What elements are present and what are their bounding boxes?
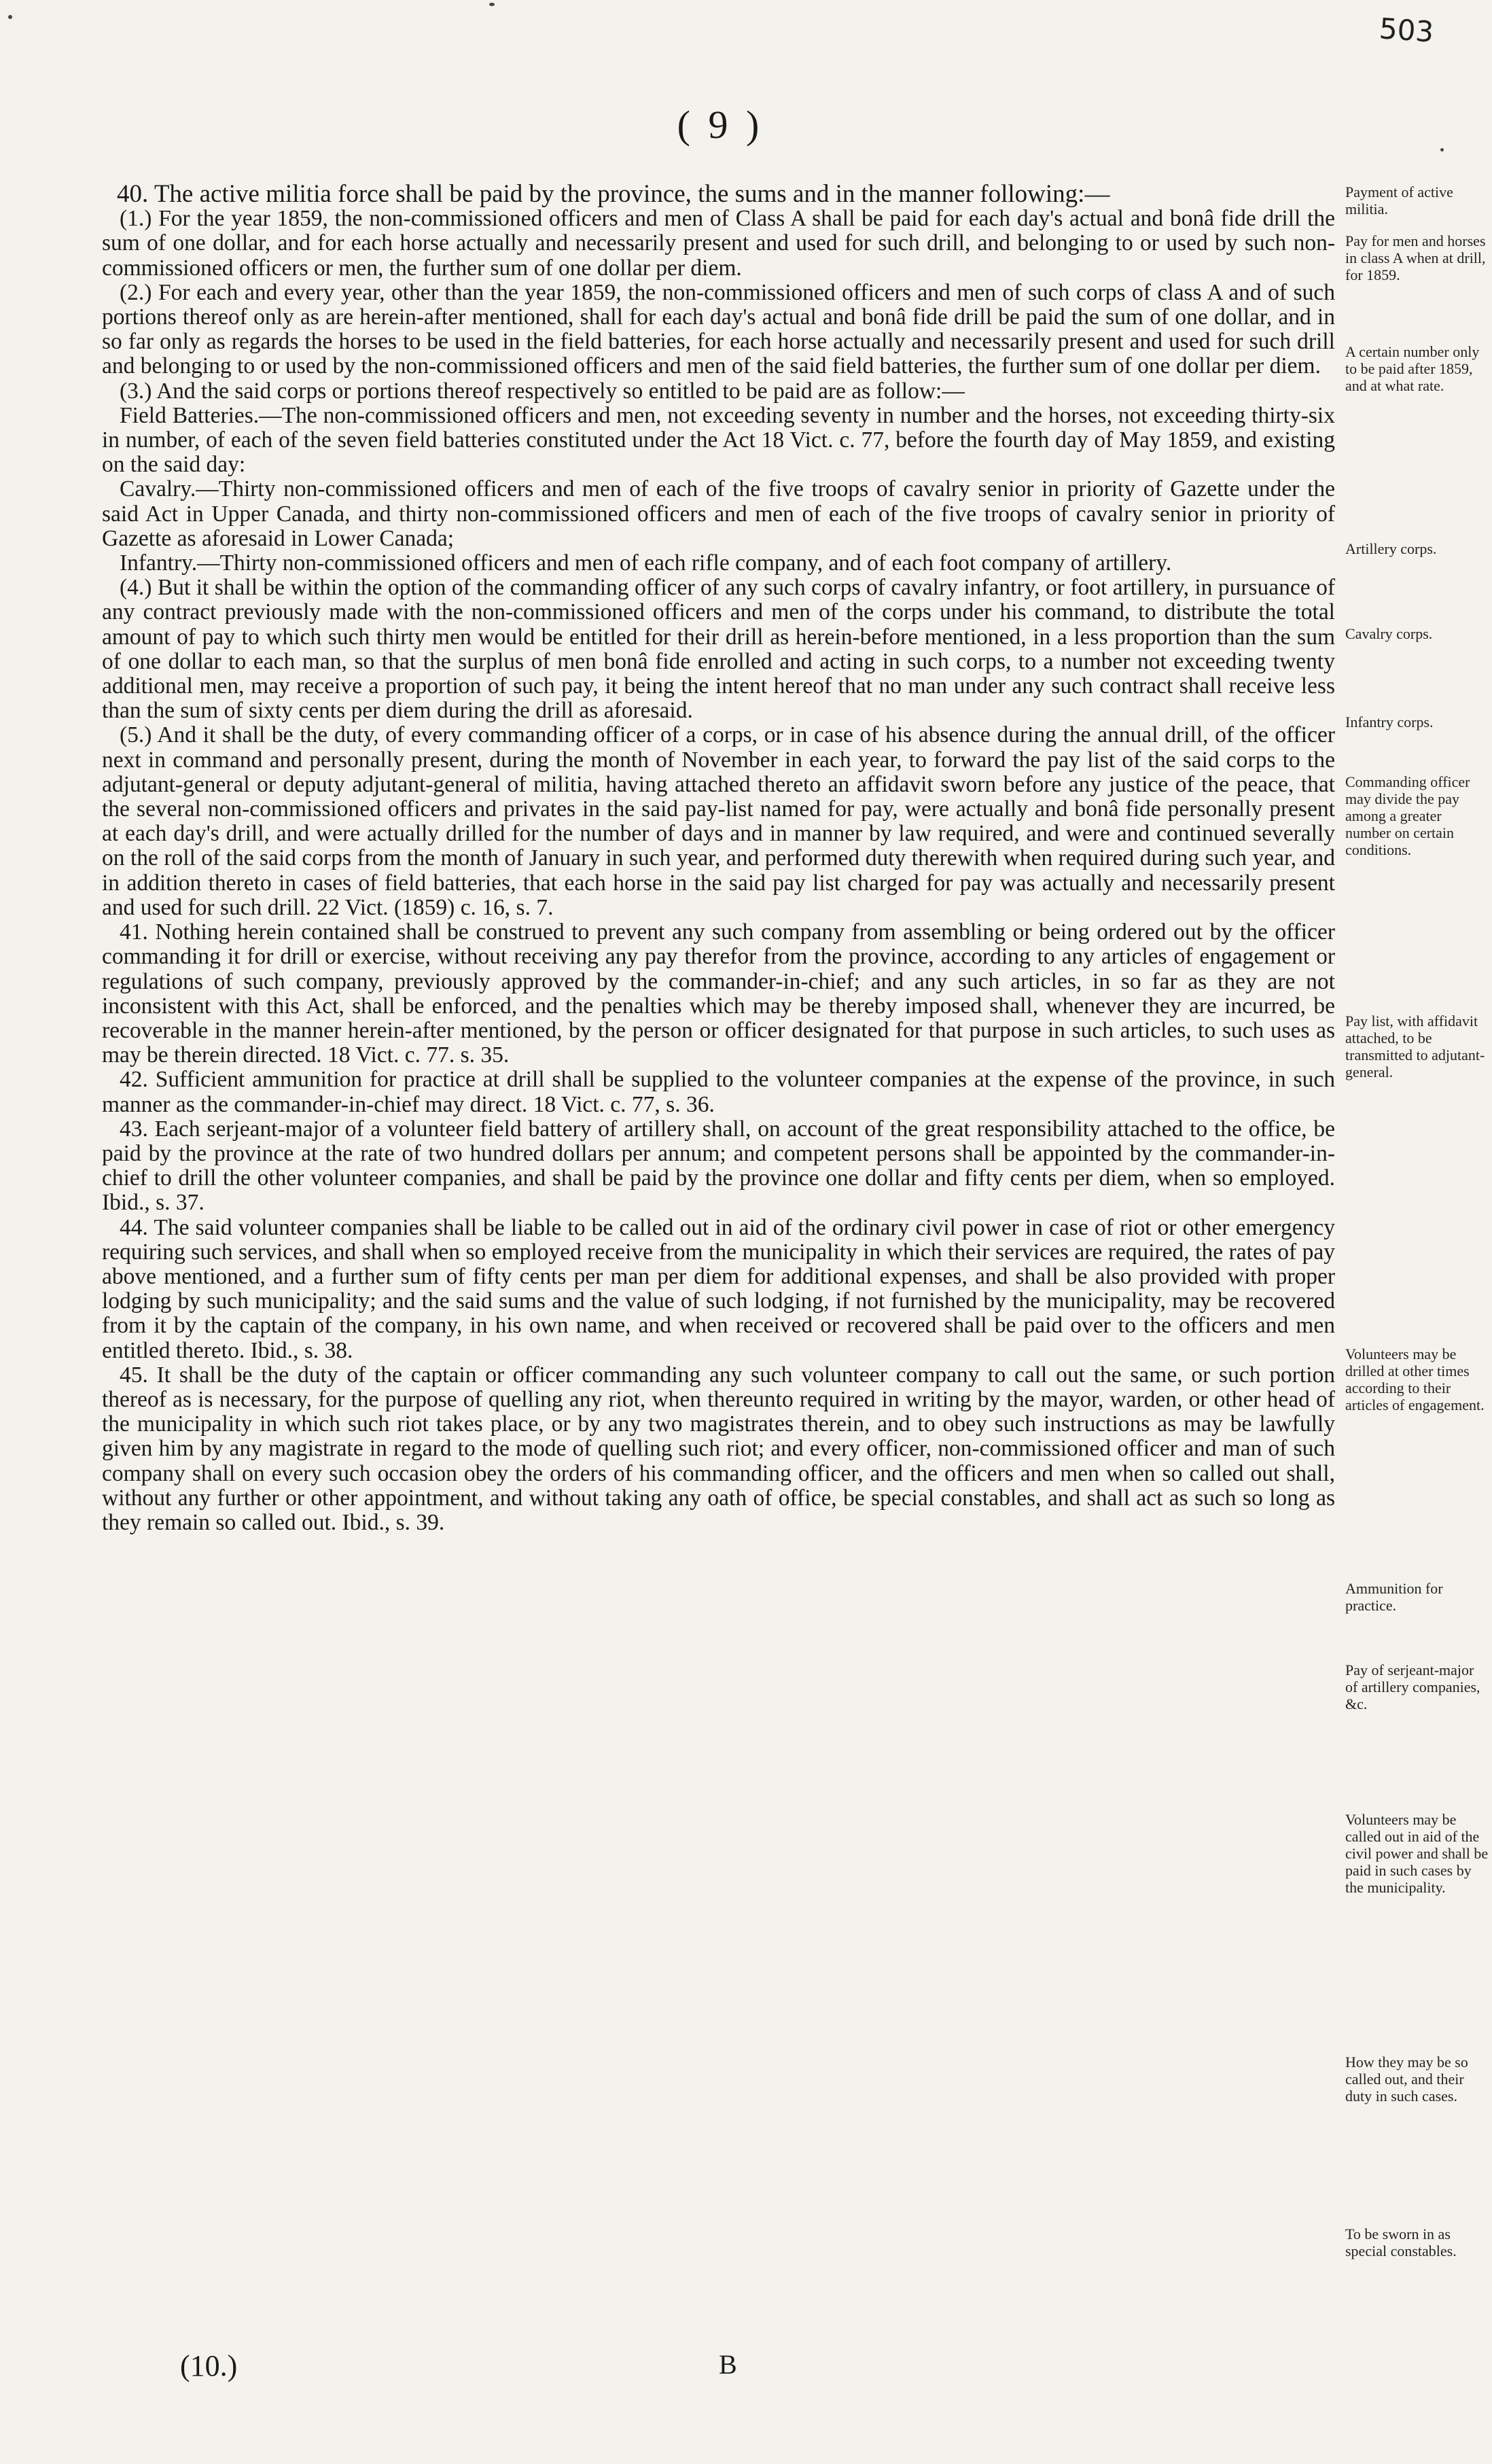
infantry-paragraph: Infantry.—Thirty non-commissioned officers and men of each rifle company, and of each foot company of artillery. — [120, 550, 1172, 576]
footer-sheet-number: (10.) — [180, 2349, 238, 2382]
scan-speck — [1440, 148, 1444, 152]
section-43: 43. Each serjeant-major of a volunteer field battery of artillery shall, on account of the great responsibility attached to the office, be paid by the province at the rate of two hundred dollars per annum; and competent persons shall be appointed by the commander-in-chief to drill the other volunteer companies, and shall be paid by the province one dollar and fifty cents per diem, when so employed. Ibid., s. 37. — [102, 1116, 1335, 1216]
scan-speck — [489, 3, 495, 6]
subsection-4: (4.) But it shall be within the option of the commanding officer of any such corps of cavalry infantry, or foot artillery, in pursuance of any contract previously made with the non-commissioned officers and men of the corps under his command, to distribute the total amount of pay to which such thirty men would be entitled for their drill as herein-before mentioned, in a less proportion than the sum of one dollar to each man, so that the surplus of men bonâ fide enrolled and acting in such corps, to a number not exceeding twenty additional men, may receive a proportion of such pay, it being the intent hereof that no man under any such contract shall receive less than the sum of sixty cents per diem during the drill as aforesaid. — [102, 575, 1335, 724]
section-44: 44. The said volunteer companies shall be liable to be called out in aid of the ordinary civil power in case of riot or other emergency requiring such services, and shall when so employed receive from the municipality in which their services are required, the rates of pay above mentioned, and a further sum of fifty cents per man per diem for additional expenses, and shall be also provided with proper lodging by such municipality; and the said sums and the value of such lodging, if not furnished by the municipality, may be recovered from it by the captain of the company, in his own name, and when received or recovered shall be paid over to the officers and men entitled thereto. Ibid., s. 38. — [102, 1214, 1335, 1363]
section-42: 42. Sufficient ammunition for practice at drill shall be supplied to the volunteer companies at the expense of the province, in such manner as the commander-in-chief may direct. 18 Vict. c. 77, s. 36. — [102, 1067, 1335, 1117]
body-text — [102, 182, 1335, 1535]
margin-note: Volunteers may be called out in aid of the civil power and shall be paid in such cases by the municipality. — [1345, 1811, 1489, 1896]
footer-signature-mark: B — [719, 2349, 737, 2380]
subsection-3: (3.) And the said corps or portions thereof respectively so entitled to be paid are as follow:— — [120, 378, 965, 404]
margin-note: Payment of active militia. — [1345, 183, 1453, 217]
margin-note: Cavalry corps. — [1345, 625, 1433, 642]
field-batteries-paragraph: Field Batteries.—The non-commissioned officers and men, not exceeding seventy in number and the horses, not exceeding thirty-six in number, of each of the seven field batteries constituted under the Act 18 Vict. c. 77, before the fourth day of May 1859, and existing on the said day: — [102, 402, 1335, 478]
section-40-heading: 40. The active militia force shall be paid by the province, the sums and in the manner following:— — [117, 180, 1110, 208]
margin-note: Pay for men and horses in class A when at drill, for 1859. — [1345, 232, 1486, 283]
scan-speck — [8, 15, 12, 19]
margin-note: Volunteers may be drilled at other times according to their articles of engagement. — [1345, 1345, 1485, 1413]
margin-note: To be sworn in as special constables. — [1345, 2225, 1457, 2259]
cavalry-paragraph: Cavalry.—Thirty non-commissioned officers and men of each of the five troops of cavalry senior in priority of Gazette under the said Act in Upper Canada, and thirty non-commissioned officers and men of each of the five troops of cavalry senior in priority of Gazette as aforesaid in Lower Canada; — [102, 476, 1335, 551]
margin-note: Infantry corps. — [1345, 714, 1434, 731]
subsection-5: (5.) And it shall be the duty, of every commanding officer of a corps, or in case of his absence during the annual drill, of the officer next in command and personally present, during the month of November in each year, to forward the pay list of the said corps to the adjutant-general or deputy adjutant-general of militia, having attached thereto an affidavit sworn before any justice of the peace, that the several non-commissioned officers and privates in the said pay-list named for pay, were actually and bonâ fide personally present at each day's drill, and were actually drilled for the number of days and in manner by law required, and were and continued severally on the roll of the said corps from the month of January in such year, and performed duty therewith when required during such year, and in addition thereto in cases of field batteries, that each horse in the said pay list charged for pay was actually and necessarily present and used for such drill. 22 Vict. (1859) c. 16, s. 7. — [102, 722, 1335, 920]
margin-note: Artillery corps. — [1345, 540, 1437, 557]
margin-note: Pay list, with affidavit attached, to be transmitted to adjutant-general. — [1345, 1013, 1485, 1080]
margin-note: Pay of serjeant-major of artillery companies, &c. — [1345, 1661, 1480, 1712]
handwritten-page-number: 503 — [1378, 12, 1435, 49]
margin-note: How they may be so called out, and their duty in such cases. — [1345, 2054, 1468, 2105]
margin-note: Commanding officer may divide the pay among a greater number on certain conditions. — [1345, 773, 1470, 858]
margin-note: A certain number only to be paid after 1859, and at what rate. — [1345, 343, 1480, 394]
subsection-2: (2.) For each and every year, other than the year 1859, the non-commissioned officers and men of such corps of class A and of such portions thereof only as are herein-after mentioned, shall for each day's actual and bonâ fide drill be paid the sum of one dollar, and in so far only as regards the horses to be used in the field batteries, for each horse actually and necessarily present and used for such drill and belonging to or used by the non-commissioned officers and men of the said field batteries, the further sum of one dollar per diem. — [102, 279, 1335, 379]
margin-note: Ammunition for practice. — [1345, 1580, 1443, 1614]
section-45: 45. It shall be the duty of the captain or officer commanding any such volunteer company to call out the same, or such portion thereof as is necessary, for the purpose of quelling any riot, when thereunto required in writing by the mayor, warden, or other head of the municipality in which such riot takes place, or by any two magistrates therein, and to obey such instructions as may be lawfully given him by any magistrate in regard to the mode of quelling such riot; and every officer, non-commissioned officer and man of such company shall on every such occasion obey the orders of his commanding officer, and the officers and men when so called out shall, without any further or other appointment, and without taking any oath of office, be special constables, and shall act as such so long as they remain so called out. Ibid., s. 39. — [102, 1362, 1335, 1535]
subsection-1: (1.) For the year 1859, the non-commissioned officers and men of Class A shall be paid for each day's actual and bonâ fide drill the sum of one dollar, and for each horse actually and necessarily present and used for such drill, and belonging to or used by such non-commissioned officers or men, the further sum of one dollar per diem. — [102, 206, 1335, 281]
section-41: 41. Nothing herein contained shall be construed to prevent any such company from assembling or being ordered out by the officer commanding it for drill or exercise, without receiving any pay therefor from the province, according to any articles of engagement or regulations of such company, previously approved by the commander-in-chief; and any such articles, in so far as they are not inconsistent with this Act, shall be enforced, and the penalties which may be thereby imposed shall, whenever they are incurred, be recoverable in the manner herein-after mentioned, by the person or officer designated for that purpose in such articles, to such uses as may be therein directed. 18 Vict. c. 77. s. 35. — [102, 919, 1335, 1068]
page-number: ( 9 ) — [677, 103, 764, 147]
